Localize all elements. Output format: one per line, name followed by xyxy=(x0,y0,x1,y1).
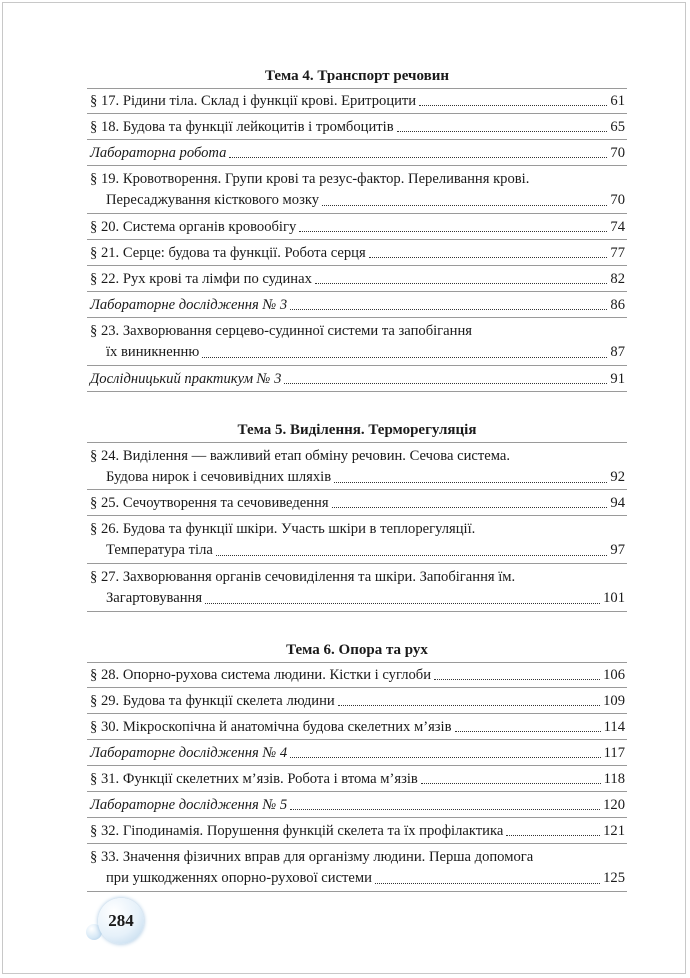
toc-entry-title: § 26. Будова та функції шкіри. Участь шкіри в теплорегуляції. xyxy=(90,521,476,537)
toc-entry[interactable] xyxy=(87,266,627,292)
toc-entry[interactable] xyxy=(87,442,627,490)
toc-entry[interactable] xyxy=(87,490,627,516)
dot-leader xyxy=(322,204,607,206)
dot-leader xyxy=(375,882,600,884)
page-number: 284 xyxy=(108,911,134,930)
toc-entry[interactable] xyxy=(87,714,627,740)
dot-leader xyxy=(315,282,608,284)
toc-entry-title: § 18. Будова та функції лейкоцитів і тромбоцитів xyxy=(90,118,394,135)
dot-leader xyxy=(299,230,607,232)
toc-entry-title: § 24. Виділення — важливий етап обміну речовин. Сечова система. xyxy=(90,448,510,464)
dot-leader xyxy=(421,782,601,784)
toc-entry-page: 70 xyxy=(610,192,625,208)
toc-entry-page: 65 xyxy=(610,118,625,135)
toc-entry-page: 114 xyxy=(603,718,625,735)
toc-entry[interactable] xyxy=(87,688,627,714)
toc-entry-title: Будова нирок і сечовивідних шляхів xyxy=(106,469,332,485)
table-of-contents xyxy=(87,64,627,892)
toc-entry[interactable] xyxy=(87,564,627,612)
toc-entry-page: 86 xyxy=(610,296,625,313)
toc-entry-page: 117 xyxy=(603,744,625,761)
toc-entry-page: 94 xyxy=(610,494,625,511)
toc-entry[interactable] xyxy=(87,88,627,114)
toc-entry-page: 74 xyxy=(610,218,625,235)
toc-entry-page: 121 xyxy=(603,822,625,839)
toc-entry-title: Пересаджування кісткового мозку xyxy=(106,192,320,208)
toc-entry-title: при ушкодженнях опорно-рухової системи xyxy=(106,870,372,886)
dot-leader xyxy=(202,356,607,358)
dot-leader xyxy=(369,256,608,258)
dot-leader xyxy=(216,554,608,556)
toc-entry-page: 125 xyxy=(603,870,625,886)
dot-leader xyxy=(229,156,607,158)
toc-entry[interactable] xyxy=(87,792,627,818)
toc-entry-title: § 19. Кровотворення. Групи крові та резус-фактор. Переливання крові. xyxy=(90,171,530,187)
toc-entry[interactable] xyxy=(87,140,627,166)
toc-entry-title: § 29. Будова та функції скелета людини xyxy=(90,692,335,709)
topic-title: Тема 4. Транспорт речовин xyxy=(264,68,450,84)
dot-leader xyxy=(506,834,600,836)
toc-entry[interactable] xyxy=(87,662,627,688)
toc-entry[interactable] xyxy=(87,516,627,564)
toc-entry[interactable] xyxy=(87,214,627,240)
toc-entry-page: 97 xyxy=(610,542,625,558)
toc-entry-title: Загартовування xyxy=(106,590,203,606)
toc-entry-title: § 30. Мікроскопічна й анатомічна будова скелетних м’язів xyxy=(90,718,452,735)
toc-entry-title: § 31. Функції скелетних м’язів. Робота і втома м’язів xyxy=(90,770,418,787)
toc-entry-page: 92 xyxy=(610,469,625,485)
toc-entry-title: Лабораторна робота xyxy=(90,144,227,161)
toc-entry-page: 77 xyxy=(610,244,625,261)
toc-entry-title: § 23. Захворювання серцево-судинної системи та запобігання xyxy=(90,323,472,339)
dot-leader xyxy=(290,808,600,810)
dot-leader xyxy=(455,730,601,732)
topic-title: Тема 5. Виділення. Терморегуляція xyxy=(237,422,477,438)
toc-entry-page: 82 xyxy=(610,270,625,287)
toc-entry-title: § 20. Система органів кровообігу xyxy=(90,218,297,235)
toc-entry[interactable] xyxy=(87,114,627,140)
dot-leader xyxy=(290,756,600,758)
toc-entry-page: 61 xyxy=(610,93,625,109)
topic-spacer xyxy=(87,612,627,638)
toc-entry-page: 91 xyxy=(610,370,625,387)
toc-entry[interactable] xyxy=(87,292,627,318)
dot-leader xyxy=(397,130,608,132)
toc-entry-page: 101 xyxy=(603,590,625,606)
toc-entry[interactable] xyxy=(87,766,627,792)
topic-spacer xyxy=(87,392,627,418)
toc-entry[interactable] xyxy=(87,844,627,892)
toc-entry-title: § 25. Сечоутворення та сечовиведення xyxy=(90,494,329,511)
toc-entry-title: § 17. Рідини тіла. Склад і функції крові. Еритроцити xyxy=(90,93,417,109)
toc-entry-title: Дослідницький практикум № 3 xyxy=(90,370,282,387)
toc-entry-title: § 27. Захворювання органів сечовиділення та шкіри. Запобігання їм. xyxy=(90,569,516,585)
toc-entry-title: § 32. Гіподинамія. Порушення функцій скелета та їх профілактика xyxy=(90,822,504,839)
toc-entry-title: § 22. Рух крові та лімфи по судинах xyxy=(90,270,312,287)
dot-leader xyxy=(334,481,607,483)
toc-entry-title: Лабораторне дослідження № 5 xyxy=(90,796,288,813)
toc-entry-title: їх виникненню xyxy=(106,344,200,360)
toc-entry-title: § 28. Опорно-рухова система людини. Кістки і суглоби xyxy=(90,667,432,683)
dot-leader xyxy=(284,382,607,384)
dot-leader xyxy=(332,506,608,508)
toc-entry-title: Лабораторне дослідження № 4 xyxy=(90,744,288,761)
topic-title: Тема 6. Опора та рух xyxy=(286,642,428,658)
dot-leader xyxy=(338,704,600,706)
toc-entry[interactable] xyxy=(87,240,627,266)
toc-entry-page: 106 xyxy=(603,667,625,683)
toc-entry[interactable] xyxy=(87,740,627,766)
toc-entry[interactable] xyxy=(87,366,627,392)
toc-entry-page: 118 xyxy=(603,770,625,787)
dot-leader xyxy=(419,104,607,106)
dot-leader xyxy=(434,678,600,680)
dot-leader xyxy=(290,308,607,310)
toc-entry-title: Температура тіла xyxy=(106,542,213,558)
toc-entry[interactable] xyxy=(87,818,627,844)
toc-entry[interactable] xyxy=(87,318,627,366)
toc-entry-page: 120 xyxy=(603,796,625,813)
toc-entry-page: 87 xyxy=(610,344,625,360)
toc-entry-page: 70 xyxy=(610,144,625,161)
toc-entry-title: § 33. Значення фізичних вправ для організму людини. Перша допомога xyxy=(90,849,534,865)
toc-entry-page: 109 xyxy=(603,692,625,709)
dot-leader xyxy=(205,602,600,604)
toc-entry[interactable] xyxy=(87,166,627,214)
page-number-badge xyxy=(86,898,144,946)
toc-entry-title: Лабораторне дослідження № 3 xyxy=(90,296,288,313)
toc-entry-title: § 21. Серце: будова та функції. Робота серця xyxy=(90,244,366,261)
